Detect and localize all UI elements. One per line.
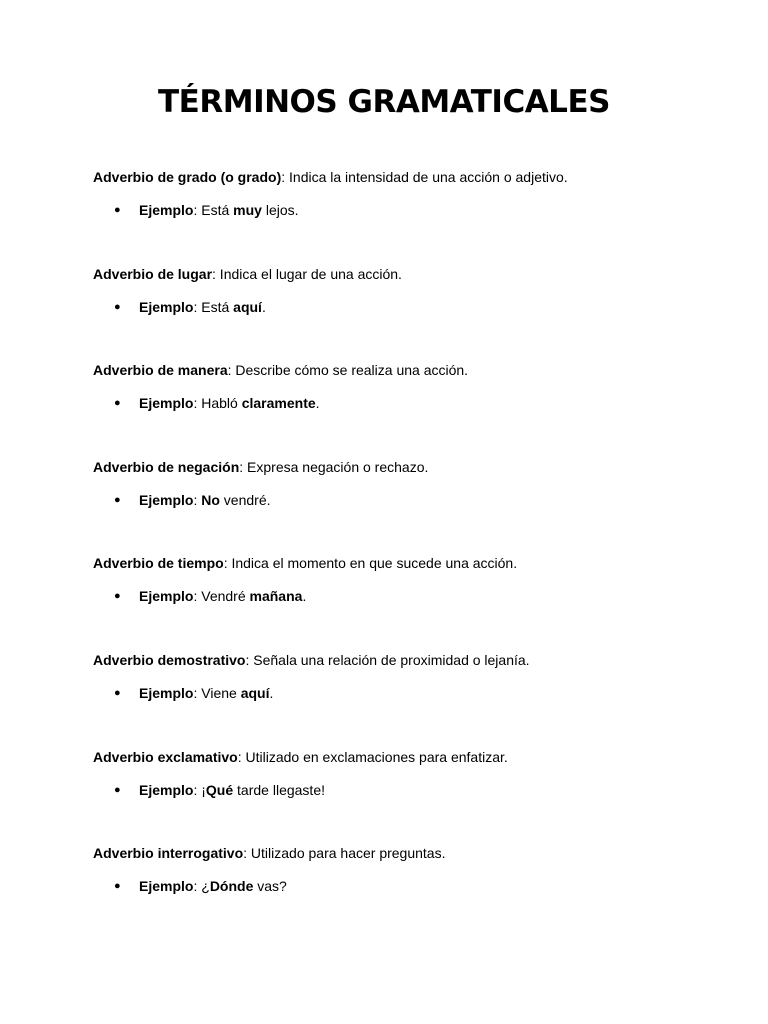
term-entry xyxy=(93,553,713,650)
example-label: Ejemplo xyxy=(139,588,194,605)
example-text-end: . xyxy=(261,298,266,315)
term-name: Adverbio de grado (o grado) xyxy=(93,169,282,185)
term-definition xyxy=(93,650,713,670)
example-label: Ejemplo xyxy=(139,202,194,218)
example-item xyxy=(93,683,273,703)
bullet-icon: ● xyxy=(114,783,121,796)
term-entry xyxy=(93,264,713,361)
term-entry xyxy=(93,457,713,554)
example-item xyxy=(93,297,266,317)
example-item xyxy=(93,200,299,220)
example-item xyxy=(93,876,287,896)
term-name: Adverbio exclamativo xyxy=(93,748,238,765)
example-keyword: Dónde xyxy=(209,878,254,895)
term-list xyxy=(93,167,713,940)
example-text: : ¡ xyxy=(193,781,206,798)
example-label: Ejemplo xyxy=(139,684,194,701)
example-item xyxy=(93,586,306,606)
example-text: : xyxy=(193,491,202,508)
term-definition xyxy=(93,457,713,477)
term-name: Adverbio de manera xyxy=(93,362,228,379)
definition-text: : Utilizado para hacer preguntas. xyxy=(243,845,446,862)
example-text-end: . xyxy=(269,684,274,701)
definition-text: : Indica el momento en que sucede una acción. xyxy=(223,555,518,572)
example-keyword: mañana xyxy=(249,588,303,605)
definition-text: : Indica el lugar de una acción. xyxy=(212,265,402,282)
example-text-end: vas? xyxy=(253,878,287,895)
term-name: Adverbio interrogativo xyxy=(93,845,244,862)
bullet-icon: ● xyxy=(114,493,121,506)
example-text-end: . xyxy=(302,588,307,605)
term-definition xyxy=(93,553,713,573)
term-entry xyxy=(93,167,713,264)
bullet-icon: ● xyxy=(114,397,121,410)
definition-text: : Expresa negación o rechazo. xyxy=(239,458,429,475)
example-keyword: Qué xyxy=(205,781,234,798)
term-entry xyxy=(93,747,713,844)
example-item xyxy=(93,780,325,800)
example-text: : Está xyxy=(193,298,234,315)
example-label: Ejemplo xyxy=(139,395,194,412)
term-definition xyxy=(93,360,713,380)
example-keyword: aquí xyxy=(240,684,270,701)
example-text: : Viene xyxy=(193,684,241,701)
term-definition xyxy=(93,747,713,767)
page-title: TÉRMINOS GRAMATICALES xyxy=(158,84,610,120)
term-entry xyxy=(93,843,713,940)
term-entry xyxy=(93,360,713,457)
bullet-icon: ● xyxy=(114,686,121,699)
definition-text: : Señala una relación de proximidad o lejanía. xyxy=(245,651,530,668)
term-name: Adverbio de negación xyxy=(93,458,240,475)
example-keyword: No xyxy=(201,491,220,508)
bullet-icon: ● xyxy=(114,300,121,313)
example-item xyxy=(93,393,320,413)
term-definition xyxy=(93,264,713,284)
definition-text: : Utilizado en exclamaciones para enfatizar. xyxy=(237,748,508,765)
example-text: : Vendré xyxy=(193,588,250,605)
term-name: Adverbio de tiempo xyxy=(93,555,224,572)
term-name: Adverbio de lugar xyxy=(93,265,213,282)
definition-text: : Indica la intensidad de una acción o adjetivo. xyxy=(281,169,568,185)
example-keyword: claramente xyxy=(241,395,316,412)
term-name: Adverbio demostrativo xyxy=(93,651,246,668)
example-text: : Habló xyxy=(193,395,242,412)
example-text: : Está xyxy=(193,202,234,218)
example-text-end: vendré. xyxy=(219,491,271,508)
example-label: Ejemplo xyxy=(139,491,194,508)
example-text-end: . xyxy=(315,395,320,412)
bullet-icon: ● xyxy=(114,204,121,216)
example-keyword: aquí xyxy=(233,298,262,315)
definition-text: : Describe cómo se realiza una acción. xyxy=(227,362,469,379)
bullet-icon: ● xyxy=(114,880,121,893)
example-label: Ejemplo xyxy=(139,298,194,315)
example-keyword: muy xyxy=(233,202,262,218)
bullet-icon: ● xyxy=(114,590,121,603)
example-text: : ¿ xyxy=(193,878,210,895)
example-text-end: lejos. xyxy=(261,202,299,218)
example-label: Ejemplo xyxy=(139,781,194,798)
example-text-end: tarde llegaste! xyxy=(233,781,325,798)
term-entry xyxy=(93,650,713,747)
term-definition xyxy=(93,843,713,863)
example-item xyxy=(93,490,271,510)
term-definition xyxy=(93,167,713,187)
example-label: Ejemplo xyxy=(139,878,194,895)
